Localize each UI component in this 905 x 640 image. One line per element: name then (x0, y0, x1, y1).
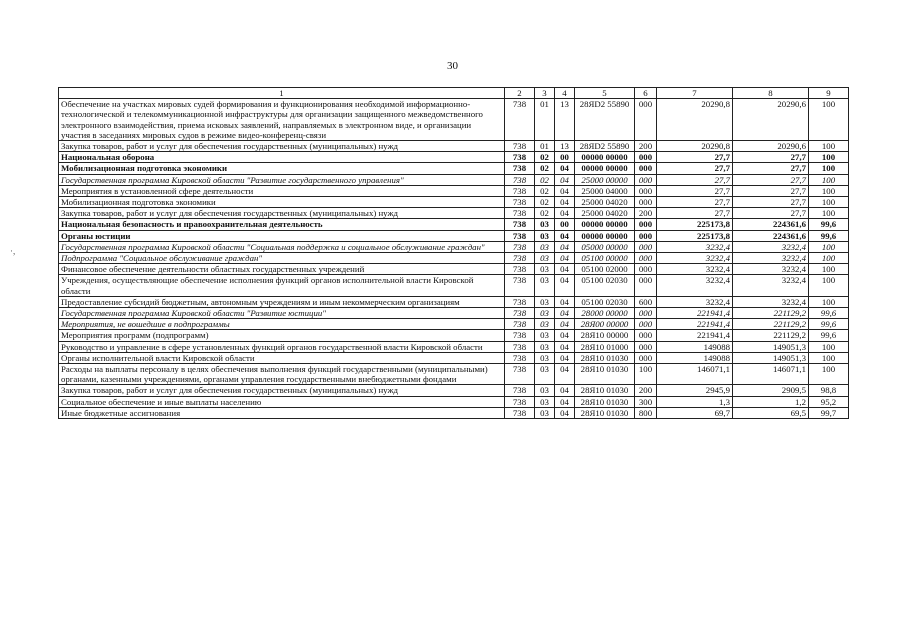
ministry-code-cell: 738 (505, 241, 535, 252)
table-row (59, 319, 849, 330)
execution-percent-cell: 100 (809, 253, 849, 264)
subsection-code-cell: 04 (555, 253, 575, 264)
expense-name-cell: Закупка товаров, работ и услуг для обеспечения государственных (муниципальных) нужд (59, 208, 505, 219)
planned-amount-cell: 221941,4 (657, 308, 733, 319)
planned-amount-cell: 221941,4 (657, 330, 733, 341)
planned-amount-cell: 3232,4 (657, 241, 733, 252)
section-code-cell: 03 (535, 253, 555, 264)
subsection-code-cell: 04 (555, 385, 575, 396)
section-code-cell: 02 (535, 185, 555, 196)
subsection-code-cell: 04 (555, 396, 575, 407)
expense-name-cell: Мероприятия, не вошедшие в подпрограммы (59, 319, 505, 330)
table-row (59, 364, 849, 385)
ministry-code-cell: 738 (505, 185, 535, 196)
page-number: 30 (447, 60, 458, 72)
executed-amount-cell: 20290,6 (733, 141, 809, 152)
subsection-code-cell: 04 (555, 241, 575, 252)
target-article-cell: 28Я10 00000 (575, 330, 635, 341)
expense-name-cell: Социальное обеспечение и иные выплаты населению (59, 396, 505, 407)
subsection-code-cell: 04 (555, 341, 575, 352)
ministry-code-cell: 738 (505, 364, 535, 385)
column-header-2: 2 (505, 88, 535, 99)
ministry-code-cell: 738 (505, 141, 535, 152)
planned-amount-cell: 149088 (657, 352, 733, 363)
section-code-cell: 02 (535, 208, 555, 219)
execution-percent-cell: 100 (809, 197, 849, 208)
section-code-cell: 03 (535, 341, 555, 352)
table-row (59, 241, 849, 252)
expense-name-cell: Государственная программа Кировской области "Развитие юстиции" (59, 308, 505, 319)
executed-amount-cell: 221129,2 (733, 330, 809, 341)
target-article-cell: 05100 02030 (575, 275, 635, 296)
section-code-cell: 03 (535, 385, 555, 396)
executed-amount-cell: 146071,1 (733, 364, 809, 385)
execution-percent-cell: 100 (809, 99, 849, 141)
expense-type-cell: 200 (635, 141, 657, 152)
ministry-code-cell: 738 (505, 163, 535, 174)
execution-percent-cell: 100 (809, 241, 849, 252)
executed-amount-cell: 3232,4 (733, 253, 809, 264)
execution-percent-cell: 99,6 (809, 319, 849, 330)
target-article-cell: 28Я10 01000 (575, 341, 635, 352)
execution-percent-cell: 100 (809, 141, 849, 152)
executed-amount-cell: 3232,4 (733, 296, 809, 307)
expense-type-cell: 100 (635, 364, 657, 385)
expense-type-cell: 000 (635, 330, 657, 341)
table-row (59, 396, 849, 407)
execution-percent-cell: 100 (809, 185, 849, 196)
section-code-cell: 02 (535, 174, 555, 185)
planned-amount-cell: 27,7 (657, 163, 733, 174)
subsection-code-cell: 04 (555, 407, 575, 418)
section-code-cell: 01 (535, 99, 555, 141)
expense-name-cell: Закупка товаров, работ и услуг для обеспечения государственных (муниципальных) нужд (59, 141, 505, 152)
ministry-code-cell: 738 (505, 208, 535, 219)
expense-name-cell: Иные бюджетные ассигнования (59, 407, 505, 418)
expense-name-cell: Расходы на выплаты персоналу в целях обеспечения выполнения функций государственными (муниципальными) органами, казенными учреждениями, органами управления государственными внебюджетными фондами (59, 364, 505, 385)
planned-amount-cell: 3232,4 (657, 275, 733, 296)
execution-percent-cell: 99,6 (809, 330, 849, 341)
section-code-cell: 02 (535, 163, 555, 174)
section-code-cell: 03 (535, 241, 555, 252)
execution-percent-cell: 100 (809, 174, 849, 185)
subsection-code-cell: 04 (555, 364, 575, 385)
expense-type-cell: 000 (635, 219, 657, 230)
executed-amount-cell: 3232,4 (733, 275, 809, 296)
execution-percent-cell: 100 (809, 296, 849, 307)
executed-amount-cell: 27,7 (733, 152, 809, 163)
expense-name-cell: Национальная безопасность и правоохранительная деятельность (59, 219, 505, 230)
planned-amount-cell: 225173,8 (657, 219, 733, 230)
executed-amount-cell: 149051,3 (733, 341, 809, 352)
expense-type-cell: 000 (635, 230, 657, 241)
execution-percent-cell: 100 (809, 152, 849, 163)
ministry-code-cell: 738 (505, 99, 535, 141)
planned-amount-cell: 1,3 (657, 396, 733, 407)
execution-percent-cell: 100 (809, 364, 849, 385)
ministry-code-cell: 738 (505, 230, 535, 241)
section-code-cell: 03 (535, 219, 555, 230)
expense-type-cell: 000 (635, 352, 657, 363)
planned-amount-cell: 225173,8 (657, 230, 733, 241)
executed-amount-cell: 2909,5 (733, 385, 809, 396)
section-code-cell: 03 (535, 352, 555, 363)
section-code-cell: 03 (535, 364, 555, 385)
ministry-code-cell: 738 (505, 174, 535, 185)
subsection-code-cell: 04 (555, 197, 575, 208)
target-article-cell: 25000 00000 (575, 174, 635, 185)
subsection-code-cell: 04 (555, 319, 575, 330)
budget-table (58, 87, 849, 419)
expense-name-cell: Закупка товаров, работ и услуг для обеспечения государственных (муниципальных) нужд (59, 385, 505, 396)
ministry-code-cell: 738 (505, 319, 535, 330)
table-row (59, 407, 849, 418)
section-code-cell: 03 (535, 308, 555, 319)
execution-percent-cell: 100 (809, 341, 849, 352)
subsection-code-cell: 04 (555, 185, 575, 196)
target-article-cell: 00000 00000 (575, 230, 635, 241)
ministry-code-cell: 738 (505, 219, 535, 230)
subsection-code-cell: 13 (555, 99, 575, 141)
section-code-cell: 03 (535, 396, 555, 407)
target-article-cell: 00000 00000 (575, 163, 635, 174)
table-row (59, 197, 849, 208)
expense-name-cell: Учреждения, осуществляющие обеспечение исполнения функций органов исполнительной власти Кировской области (59, 275, 505, 296)
column-header-6: 6 (635, 88, 657, 99)
executed-amount-cell: 221129,2 (733, 319, 809, 330)
target-article-cell: 28Я00 00000 (575, 319, 635, 330)
table-row (59, 174, 849, 185)
target-article-cell: 28000 00000 (575, 308, 635, 319)
execution-percent-cell: 99,7 (809, 407, 849, 418)
section-code-cell: 02 (535, 152, 555, 163)
expense-name-cell: Государственная программа Кировской области "Развитие государственного управления" (59, 174, 505, 185)
planned-amount-cell: 27,7 (657, 174, 733, 185)
executed-amount-cell: 27,7 (733, 174, 809, 185)
table-row (59, 296, 849, 307)
expense-type-cell: 000 (635, 264, 657, 275)
execution-percent-cell: 100 (809, 163, 849, 174)
stray-mark: ·, (10, 246, 16, 256)
planned-amount-cell: 3232,4 (657, 296, 733, 307)
expense-name-cell: Национальная оборона (59, 152, 505, 163)
execution-percent-cell: 100 (809, 275, 849, 296)
executed-amount-cell: 27,7 (733, 163, 809, 174)
target-article-cell: 05100 02030 (575, 296, 635, 307)
executed-amount-cell: 27,7 (733, 208, 809, 219)
planned-amount-cell: 221941,4 (657, 319, 733, 330)
table-row (59, 341, 849, 352)
expense-name-cell: Руководство и управление в сфере установленных функций органов государственной власти Кировской области (59, 341, 505, 352)
table-row (59, 208, 849, 219)
table-row (59, 185, 849, 196)
planned-amount-cell: 27,7 (657, 208, 733, 219)
planned-amount-cell: 27,7 (657, 185, 733, 196)
executed-amount-cell: 3232,4 (733, 241, 809, 252)
expense-type-cell: 000 (635, 152, 657, 163)
subsection-code-cell: 04 (555, 308, 575, 319)
column-header-8: 8 (733, 88, 809, 99)
expense-type-cell: 000 (635, 174, 657, 185)
section-code-cell: 03 (535, 230, 555, 241)
expense-type-cell: 000 (635, 241, 657, 252)
ministry-code-cell: 738 (505, 264, 535, 275)
column-header-4: 4 (555, 88, 575, 99)
execution-percent-cell: 98,8 (809, 385, 849, 396)
expense-type-cell: 000 (635, 163, 657, 174)
executed-amount-cell: 20290,6 (733, 99, 809, 141)
table-header (59, 88, 849, 99)
target-article-cell: 05100 00000 (575, 253, 635, 264)
planned-amount-cell: 69,7 (657, 407, 733, 418)
section-code-cell: 03 (535, 264, 555, 275)
planned-amount-cell: 3232,4 (657, 264, 733, 275)
table-row (59, 253, 849, 264)
executed-amount-cell: 69,5 (733, 407, 809, 418)
table-row (59, 163, 849, 174)
target-article-cell: 00000 00000 (575, 152, 635, 163)
section-code-cell: 03 (535, 296, 555, 307)
ministry-code-cell: 738 (505, 352, 535, 363)
planned-amount-cell: 149088 (657, 341, 733, 352)
expense-name-cell: Государственная программа Кировской области "Социальная поддержка и социальное обслуживание граждан" (59, 241, 505, 252)
column-header-5: 5 (575, 88, 635, 99)
table-row (59, 264, 849, 275)
execution-percent-cell: 99,6 (809, 230, 849, 241)
ministry-code-cell: 738 (505, 197, 535, 208)
execution-percent-cell: 100 (809, 352, 849, 363)
subsection-code-cell: 04 (555, 275, 575, 296)
expense-name-cell: Обеспечение на участках мировых судей формирования и функционирования необходимой информационно-технологической и телекоммуникационной инфраструктуры для организации защищенного межведомственного электронного взаимодействия, приема исковых заявлений, направляемых в электронном виде, и организации участия в заседаниях мировых судов в режиме видео-конференц-связи (59, 99, 505, 141)
subsection-code-cell: 04 (555, 352, 575, 363)
executed-amount-cell: 221129,2 (733, 308, 809, 319)
section-code-cell: 03 (535, 407, 555, 418)
target-article-cell: 05000 00000 (575, 241, 635, 252)
planned-amount-cell: 3232,4 (657, 253, 733, 264)
expense-type-cell: 200 (635, 208, 657, 219)
section-code-cell: 03 (535, 330, 555, 341)
target-article-cell: 05100 02000 (575, 264, 635, 275)
executed-amount-cell: 27,7 (733, 197, 809, 208)
target-article-cell: 00000 00000 (575, 219, 635, 230)
target-article-cell: 28Я10 01030 (575, 385, 635, 396)
table-row (59, 308, 849, 319)
table-row (59, 141, 849, 152)
target-article-cell: 28Я10 01030 (575, 352, 635, 363)
expense-type-cell: 000 (635, 253, 657, 264)
expense-name-cell: Финансовое обеспечение деятельности областных государственных учреждений (59, 264, 505, 275)
subsection-code-cell: 04 (555, 208, 575, 219)
execution-percent-cell: 99,6 (809, 308, 849, 319)
ministry-code-cell: 738 (505, 152, 535, 163)
expense-type-cell: 000 (635, 185, 657, 196)
column-header-7: 7 (657, 88, 733, 99)
section-code-cell: 01 (535, 141, 555, 152)
table-row (59, 330, 849, 341)
table-row (59, 230, 849, 241)
header-row (59, 88, 849, 99)
table-body (59, 99, 849, 419)
executed-amount-cell: 3232,4 (733, 264, 809, 275)
column-header-9: 9 (809, 88, 849, 99)
planned-amount-cell: 20290,8 (657, 99, 733, 141)
section-code-cell: 02 (535, 197, 555, 208)
executed-amount-cell: 224361,6 (733, 219, 809, 230)
subsection-code-cell: 04 (555, 230, 575, 241)
planned-amount-cell: 146071,1 (657, 364, 733, 385)
target-article-cell: 25000 04020 (575, 197, 635, 208)
subsection-code-cell: 00 (555, 219, 575, 230)
subsection-code-cell: 04 (555, 264, 575, 275)
ministry-code-cell: 738 (505, 407, 535, 418)
target-article-cell: 28Я10 01030 (575, 364, 635, 385)
expense-name-cell: Мероприятия в установленной сфере деятельности (59, 185, 505, 196)
subsection-code-cell: 00 (555, 152, 575, 163)
table-row (59, 219, 849, 230)
table-row (59, 275, 849, 296)
target-article-cell: 28Я10 01030 (575, 407, 635, 418)
expense-name-cell: Предоставление субсидий бюджетным, автономным учреждениям и иным некоммерческим организациям (59, 296, 505, 307)
subsection-code-cell: 04 (555, 174, 575, 185)
expense-type-cell: 000 (635, 341, 657, 352)
expense-type-cell: 000 (635, 99, 657, 141)
planned-amount-cell: 2945,9 (657, 385, 733, 396)
target-article-cell: 28ЯD2 55890 (575, 141, 635, 152)
expense-name-cell: Мобилизационная подготовка экономики (59, 163, 505, 174)
expense-type-cell: 800 (635, 407, 657, 418)
target-article-cell: 25000 04020 (575, 208, 635, 219)
expense-name-cell: Органы юстиции (59, 230, 505, 241)
expense-type-cell: 000 (635, 319, 657, 330)
expense-name-cell: Мероприятия программ (подпрограмм) (59, 330, 505, 341)
section-code-cell: 03 (535, 275, 555, 296)
expense-name-cell: Подпрограмма "Социальное обслуживание граждан" (59, 253, 505, 264)
planned-amount-cell: 20290,8 (657, 141, 733, 152)
executed-amount-cell: 27,7 (733, 185, 809, 196)
expense-type-cell: 600 (635, 296, 657, 307)
ministry-code-cell: 738 (505, 330, 535, 341)
table-row (59, 152, 849, 163)
table-row (59, 99, 849, 141)
section-code-cell: 03 (535, 319, 555, 330)
subsection-code-cell: 04 (555, 163, 575, 174)
ministry-code-cell: 738 (505, 396, 535, 407)
executed-amount-cell: 1,2 (733, 396, 809, 407)
expense-name-cell: Органы исполнительной власти Кировской области (59, 352, 505, 363)
ministry-code-cell: 738 (505, 385, 535, 396)
executed-amount-cell: 149051,3 (733, 352, 809, 363)
column-header-1: 1 (59, 88, 505, 99)
execution-percent-cell: 99,6 (809, 219, 849, 230)
target-article-cell: 28Я10 01030 (575, 396, 635, 407)
execution-percent-cell: 100 (809, 264, 849, 275)
ministry-code-cell: 738 (505, 296, 535, 307)
subsection-code-cell: 04 (555, 296, 575, 307)
expense-type-cell: 200 (635, 385, 657, 396)
subsection-code-cell: 13 (555, 141, 575, 152)
expense-type-cell: 300 (635, 396, 657, 407)
target-article-cell: 28ЯD2 55890 (575, 99, 635, 141)
subsection-code-cell: 04 (555, 330, 575, 341)
table-row (59, 385, 849, 396)
expense-type-cell: 000 (635, 197, 657, 208)
ministry-code-cell: 738 (505, 275, 535, 296)
ministry-code-cell: 738 (505, 341, 535, 352)
planned-amount-cell: 27,7 (657, 152, 733, 163)
ministry-code-cell: 738 (505, 253, 535, 264)
ministry-code-cell: 738 (505, 308, 535, 319)
table-row (59, 352, 849, 363)
execution-percent-cell: 95,2 (809, 396, 849, 407)
executed-amount-cell: 224361,6 (733, 230, 809, 241)
expense-type-cell: 000 (635, 275, 657, 296)
execution-percent-cell: 100 (809, 208, 849, 219)
expense-name-cell: Мобилизационная подготовка экономики (59, 197, 505, 208)
planned-amount-cell: 27,7 (657, 197, 733, 208)
expense-type-cell: 000 (635, 308, 657, 319)
target-article-cell: 25000 04000 (575, 185, 635, 196)
column-header-3: 3 (535, 88, 555, 99)
